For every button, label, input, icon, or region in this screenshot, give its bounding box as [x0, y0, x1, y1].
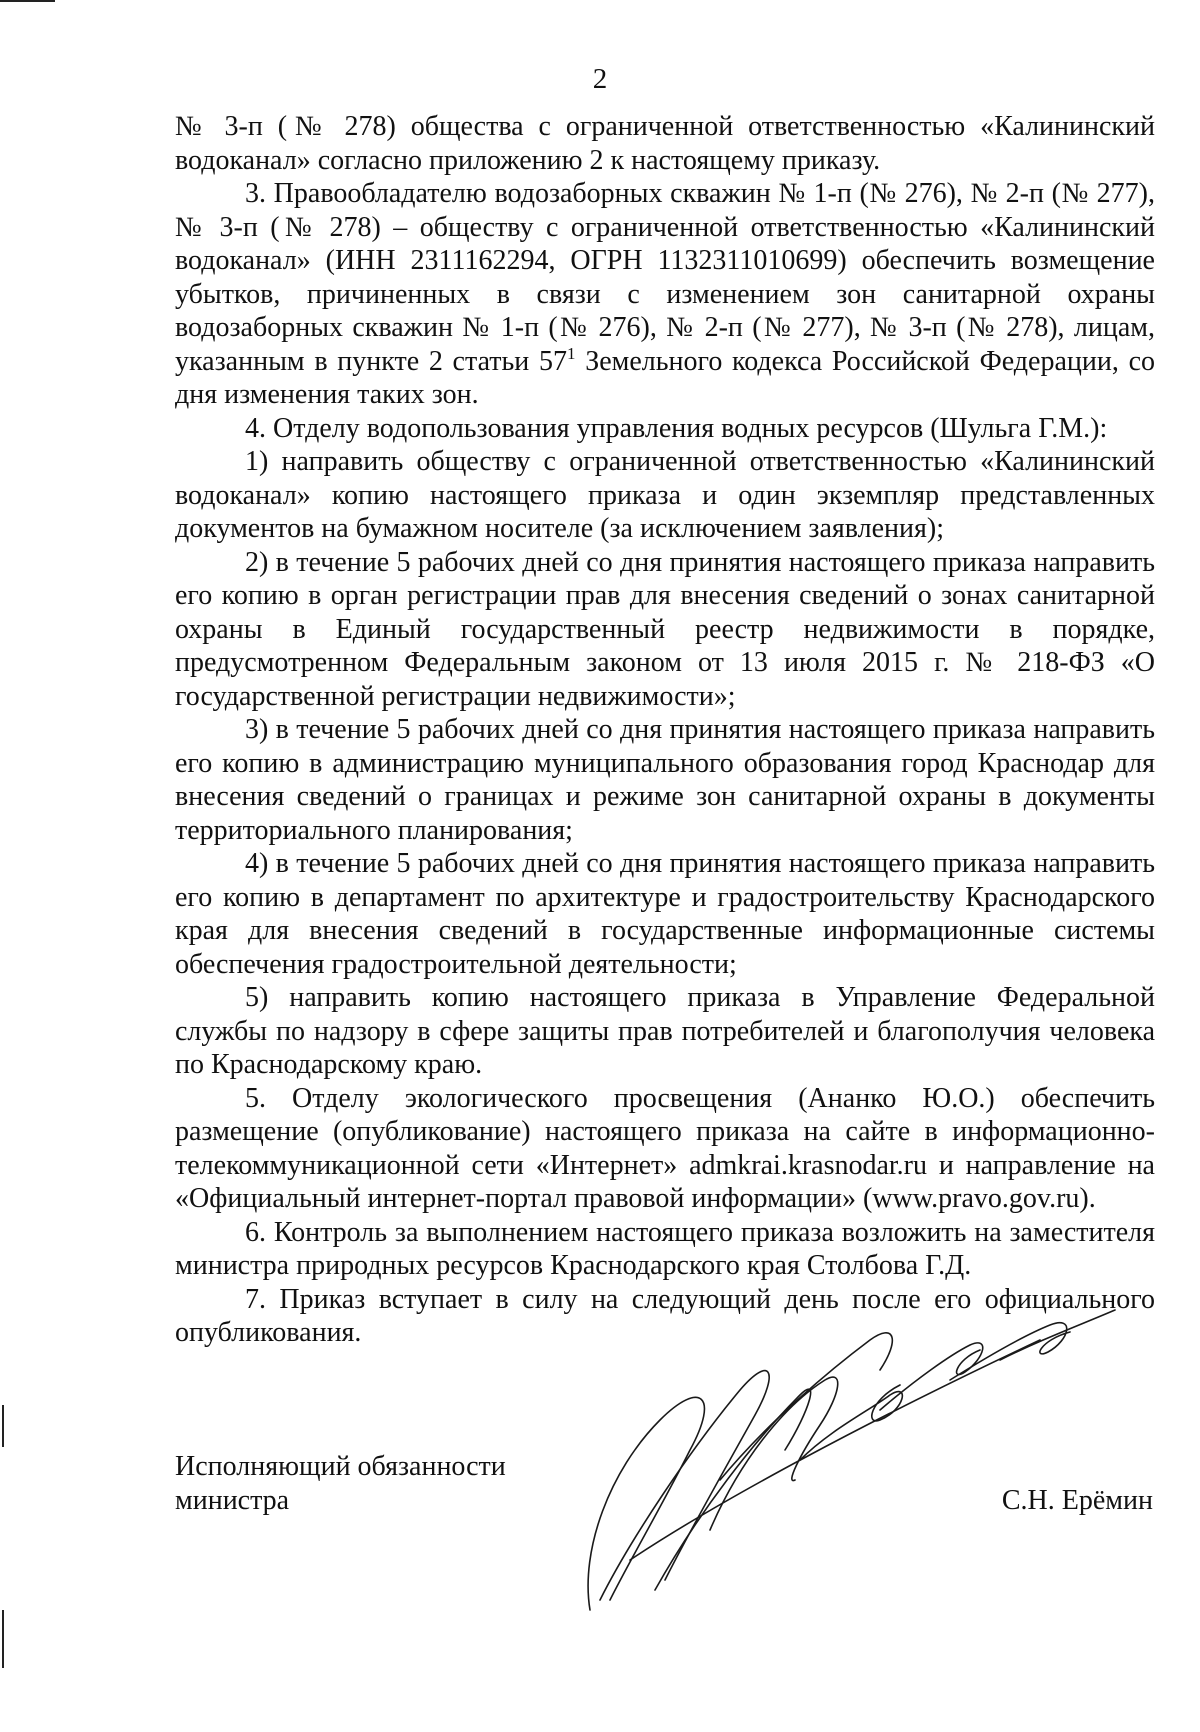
- paragraph-4-item-2: 2) в течение 5 рабочих дней со дня принятия настоящего приказа направить его копию в орган регистрации прав для внесения сведений о зонах санитарной охраны в Единый государственный реестр недвижимости в порядке, предусмотренном Федеральным законом от 13 июля 2015 г. № 218-ФЗ «О государственной регистрации недвижимости»;: [175, 546, 1155, 712]
- article-superscript: 1: [566, 343, 576, 363]
- paragraph-3-tail: Земельного кодекса Российской Федерации, со дня изменения таких зон.: [175, 345, 1155, 410]
- paragraph-4-item-4: 4) в течение 5 рабочих дней со дня принятия настоящего приказа направить его копию в департамент по архитектуре и градостроительству Краснодарского края для внесения сведений в государственные информационные системы обеспечения градостроительной деятельности;: [175, 848, 1155, 980]
- signer-position-line-2: министра: [175, 1485, 290, 1516]
- paragraph-5: 5. Отделу экологического просвещения (Ананко Ю.О.) обеспечить размещение (опубликование) настоящего приказа на сайте в информационно-телекоммуникационной сети «Интернет» admkrai.krasnodar.ru и направление на «Официальный интернет-портал правовой информации» (www.pravo.gov.ru).: [175, 1082, 1155, 1214]
- paragraph-6: 6. Контроль за выполнением настоящего приказа возложить на заместителя министра природных ресурсов Краснодарского края Столбова Г.Д.: [175, 1216, 1155, 1281]
- paragraph-continuation: № 3-п (№ 278) общества с ограниченной ответственностью «Калининский водоканал» согласно приложению 2 к настоящему приказу.: [175, 111, 1155, 176]
- scan-edge-mark: [0, 0, 55, 2]
- signer-position-line-1: Исполняющий обязанности: [175, 1451, 506, 1482]
- page-number: 2: [592, 63, 608, 95]
- paragraph-4: 4. Отделу водопользования управления водных ресурсов (Шульга Г.М.):: [245, 412, 1108, 444]
- handwritten-signature: [570, 1300, 1130, 1630]
- signer-name: С.Н. Ерёмин: [1001, 1485, 1153, 1516]
- paragraph-4-item-1: 1) направить обществу с ограниченной ответственностью «Калининский водоканал» копию настоящего приказа и один экземпляр представленных документов на бумажном носителе (за исключением заявления);: [175, 446, 1155, 544]
- scan-edge-mark: [2, 1405, 4, 1447]
- scan-edge-mark: [2, 1610, 4, 1668]
- paragraph-4-item-3: 3) в течение 5 рабочих дней со дня принятия настоящего приказа направить его копию в администрацию муниципального образования город Краснодар для внесения сведений о границах и режиме зон санитарной охраны в документы территориального планирования;: [175, 714, 1155, 846]
- paragraph-7: 7. Приказ вступает в силу на следующий день после его официального опубликования.: [175, 1283, 1155, 1348]
- paragraph-3-text: 3. Правообладателю водозаборных скважин № 1-п (№ 276), № 2-п (№ 277), № 3-п (№ 278) – обществу с ограниченной ответственностью «Калининский водоканал» (ИНН 2311162294, ОГРН 1132311010699) обеспечить возмещение убытков, причиненных в связи с изменением зон санитарной охраны водозаборных скважин № 1-п (№ 276), № 2-п (№ 277), № 3-п (№ 278), лицам, указанным в пункте 2 статьи 57: [175, 178, 1155, 377]
- signer-position: [175, 1450, 506, 1518]
- order-body: [175, 110, 1155, 1350]
- paragraph-3: [175, 177, 1155, 412]
- paragraph-4-item-5: 5) направить копию настоящего приказа в Управление Федеральной службы по надзору в сфере защиты прав потребителей и благополучия человека по Краснодарскому краю.: [175, 982, 1155, 1080]
